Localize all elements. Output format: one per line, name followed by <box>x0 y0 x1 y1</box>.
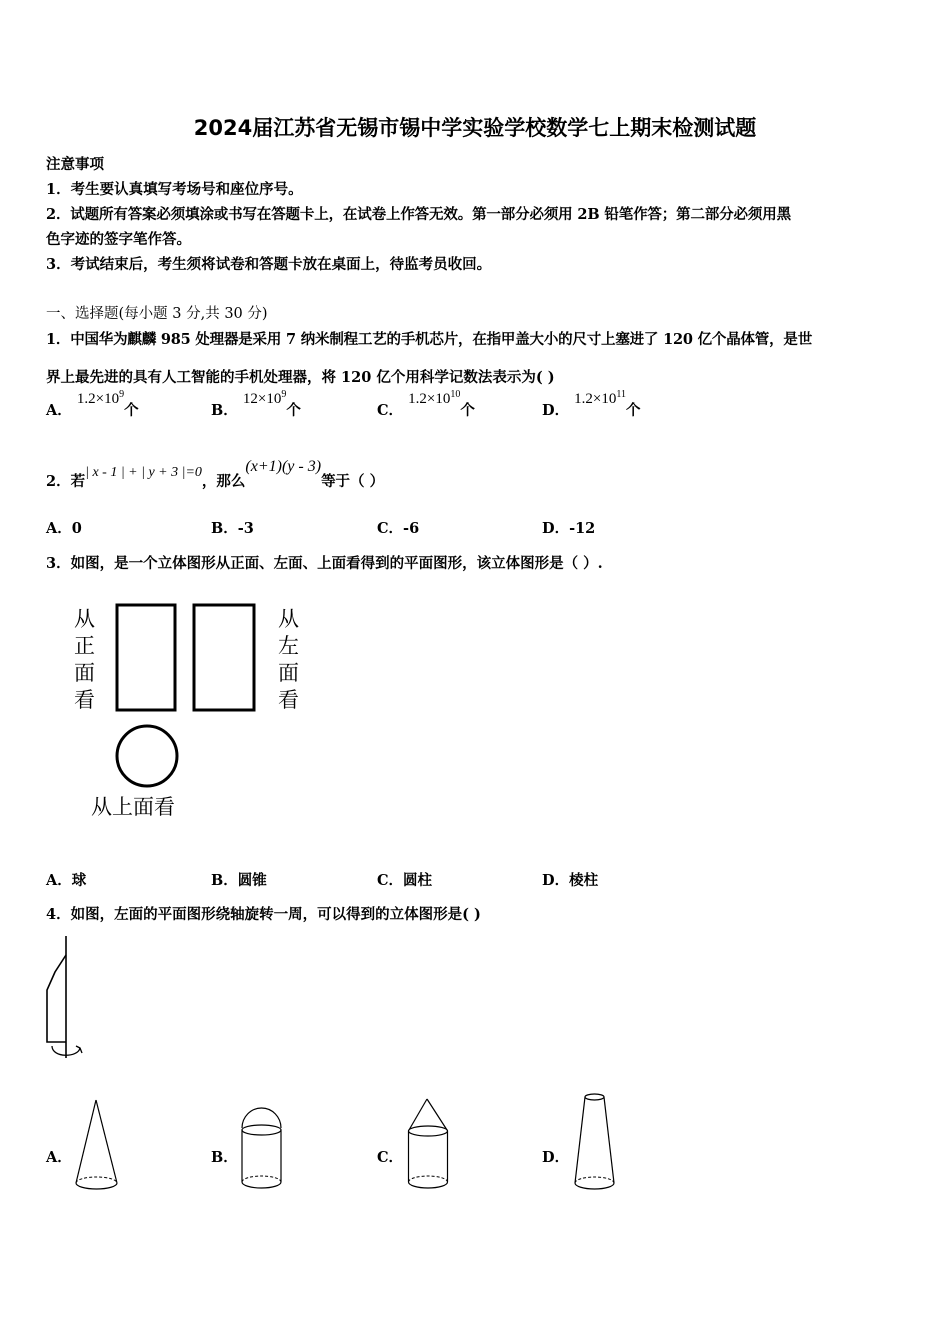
q1-option-d-exp: 11 <box>616 389 627 400</box>
notice-heading: 注意事项 <box>46 156 104 173</box>
q3-front-char-4: 看 <box>74 688 95 712</box>
q4-option-d-label[interactable]: D． <box>542 1149 570 1166</box>
q1-option-c-exp: 10 <box>450 389 461 400</box>
q3-front-char-3: 面 <box>74 661 95 685</box>
q1-option-a-unit: 个 <box>124 402 139 419</box>
q1-option-d-base: 1.2×10 <box>574 391 617 407</box>
q1-option-c-unit: 个 <box>460 402 475 419</box>
q1-option-d-label: D． <box>542 402 570 419</box>
q3-option-d-text: 棱柱 <box>569 872 599 889</box>
notice-item-3: 3．考试结束后，考生须将试卷和答题卡放在桌面上，待监考员收回。 <box>46 256 492 273</box>
q2-option-a-text: 0 <box>71 520 82 537</box>
q4-option-c-cylinder-cone-shape[interactable] <box>409 1099 448 1188</box>
q2-suffix: 等于（ ） <box>321 473 385 490</box>
q4-option-b-cylinder-hemisphere-shape[interactable] <box>242 1108 281 1188</box>
q1-option-b-base: 12×10 <box>242 391 282 407</box>
q1-option-b-label: B． <box>211 402 238 419</box>
section-heading: 一、选择题(每小题 3 分,共 30 分) <box>46 306 268 322</box>
notice-item-2-line-2: 色字迹的签字笔作答。 <box>46 231 191 248</box>
q2-option-d-text: -12 <box>569 520 596 537</box>
q3-front-char-2: 正 <box>74 634 95 658</box>
notice-item-1: 1．考生要认真填写考场号和座位序号。 <box>46 181 303 198</box>
q3-option-c-label: C． <box>377 872 404 889</box>
q3-option-b-label: B． <box>211 872 238 889</box>
q4-option-c-label[interactable]: C． <box>377 1149 404 1166</box>
q2-option-d-label: D． <box>542 520 570 537</box>
q1-option-b-exp: 9 <box>281 389 287 400</box>
q2-option-b-text: -3 <box>237 520 254 537</box>
q3-stem: 3．如图，是一个立体图形从正面、左面、上面看得到的平面图形，该立体图形是（ ）. <box>46 555 603 572</box>
q3-left-char-3: 面 <box>278 661 299 685</box>
q3-option-b-text: 圆锥 <box>237 872 267 889</box>
q3-top-view-label: 从上面看 <box>91 795 175 819</box>
q1-option-a-label: A． <box>46 402 72 419</box>
q1-option-b-unit: 个 <box>286 402 301 419</box>
q3-left-char-2: 左 <box>278 634 299 658</box>
q2-option-c-text: -6 <box>403 520 420 537</box>
notice-item-2-line-1: 2．试题所有答案必须填涂或书写在答题卡上，在试卷上作答无效。第一部分必须用 2B 铅笔作答；第二部分必须用黑 <box>46 206 791 223</box>
q4-option-b-label[interactable]: B． <box>211 1149 238 1166</box>
q2-option-b-label: B． <box>211 520 238 537</box>
q1-option-c-label: C． <box>377 402 404 419</box>
q4-stem: 4．如图，左面的平面图形绕轴旋转一周，可以得到的立体图形是( ) <box>46 906 481 923</box>
q1-option-a-base: 1.2×10 <box>76 391 120 407</box>
q3-option-a-text: 球 <box>71 872 87 889</box>
q4-option-a-label[interactable]: A． <box>46 1149 72 1166</box>
q3-option-c-text: 圆柱 <box>403 872 433 889</box>
q2-middle: ，那么 <box>201 473 246 490</box>
q4-option-a-cone-shape[interactable] <box>76 1100 117 1189</box>
q2-prefix: 2．若 <box>46 473 86 490</box>
q1-stem-line-1: 1．中国华为麒麟 985 处理器是采用 7 纳米制程工艺的手机芯片，在指甲盖大小的尺寸上塞进了 120 亿个晶体管，是世 <box>46 331 812 348</box>
q1-option-d-unit: 个 <box>626 402 641 419</box>
page-title: 2024届江苏省无锡市锡中学实验学校数学七上期末检测试题 <box>193 116 757 140</box>
q1-option-c-base: 1.2×10 <box>408 391 451 407</box>
q3-left-char-4: 看 <box>278 688 299 712</box>
q3-option-a-label: A． <box>46 872 72 889</box>
q2-option-c-label: C． <box>377 520 404 537</box>
q2-condition: | x - 1 | + | y + 3 |=0 <box>85 465 202 480</box>
q1-stem-line-2: 界上最先进的具有人工智能的手机处理器，将 120 亿个用科学记数法表示为( ) <box>46 369 555 386</box>
q3-option-d-label: D． <box>542 872 570 889</box>
q1-option-a-exp: 9 <box>119 389 125 400</box>
q2-expression: (x+1)(y - 3) <box>245 458 322 475</box>
q2-option-a-label: A． <box>46 520 72 537</box>
q3-front-char-1: 从 <box>74 607 95 631</box>
q3-left-char-1: 从 <box>278 607 299 631</box>
q4-option-d-frustum-shape[interactable] <box>575 1094 614 1189</box>
